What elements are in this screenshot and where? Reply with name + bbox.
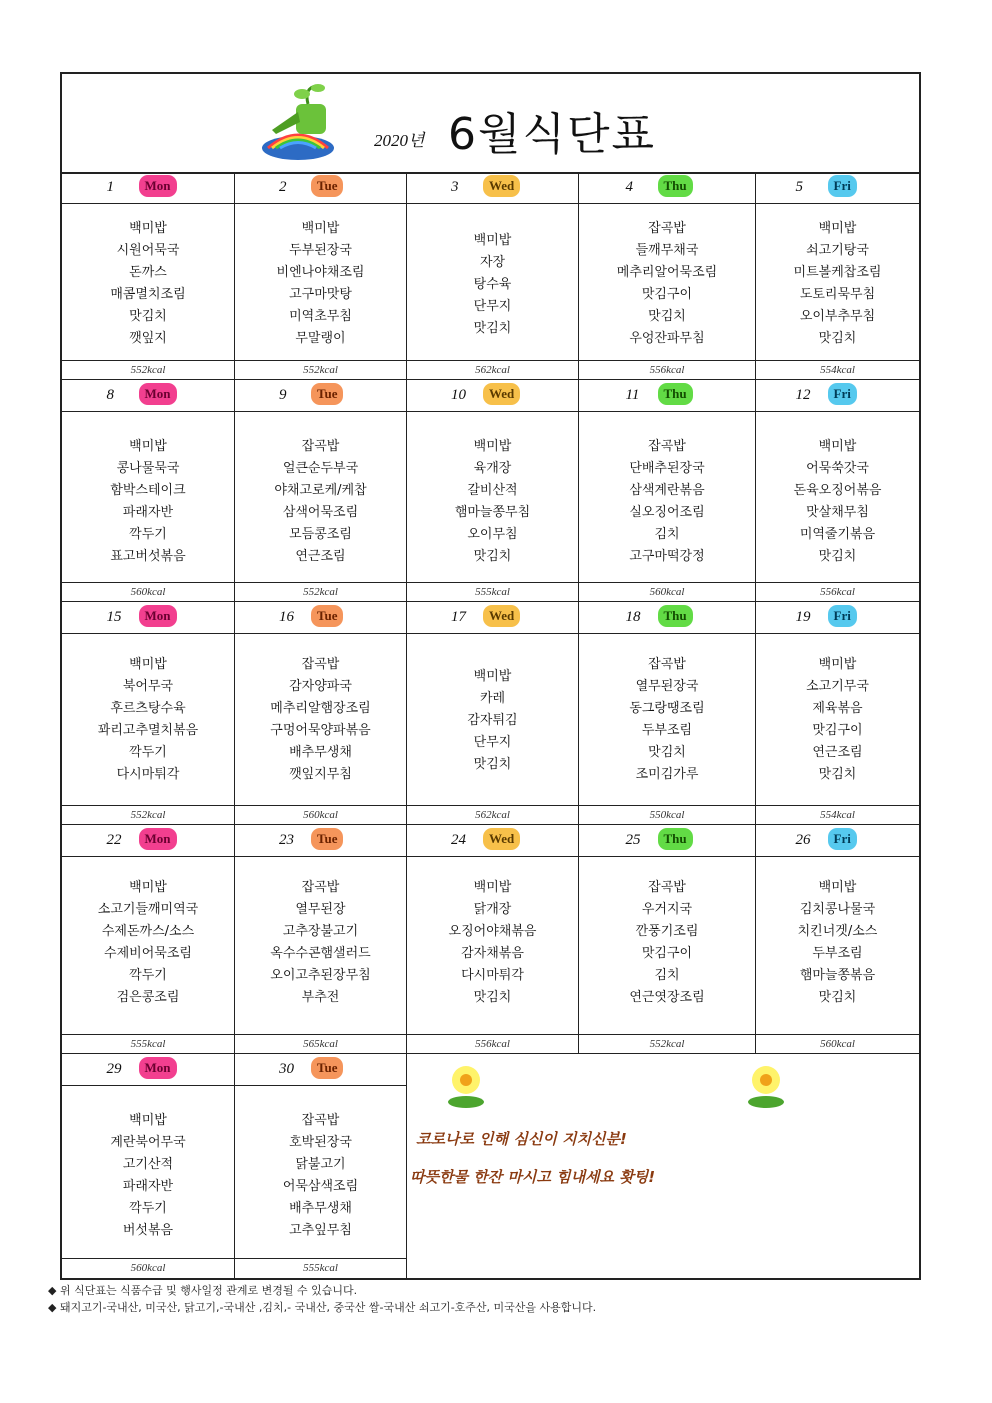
weekday-badge: Thu [658, 605, 693, 627]
menu-item: 호박된장국 [289, 1135, 352, 1150]
day-cell [235, 602, 407, 825]
day-header [407, 172, 578, 204]
menu-item: 잡곡밥 [301, 880, 340, 895]
menu-item: 백미밥 [129, 657, 167, 672]
menu-item: 잡곡밥 [301, 1113, 340, 1128]
menu-item: 두부조림 [641, 723, 693, 738]
weekday-badge: Tue [311, 175, 343, 197]
day-number: 4 [625, 179, 633, 195]
menu-item: 돈육오징어볶음 [793, 483, 882, 498]
menu-item: 고추잎무침 [289, 1223, 352, 1238]
menu-item: 햄마늘쫑무침 [454, 505, 531, 520]
menu-item: 매콤멸치조림 [110, 287, 186, 302]
menu-item: 백미밥 [818, 657, 857, 672]
menu-item: 오이고추된장무침 [270, 968, 371, 983]
weekday-badge: Mon [139, 828, 177, 850]
calorie-label: 555kcal [62, 1034, 234, 1054]
day-number: 22 [106, 832, 122, 848]
menu-list [62, 218, 234, 350]
weekday-badge: Fri [828, 175, 857, 197]
calorie-label: 556kcal [407, 1034, 578, 1054]
weekday-badge: Wed [483, 383, 520, 405]
menu-item: 계란북어무국 [110, 1135, 186, 1150]
day-header [235, 602, 406, 634]
menu-item: 백미밥 [473, 439, 512, 454]
menu-item: 백미밥 [129, 1113, 167, 1128]
menu-item: 잡곡밥 [648, 657, 686, 672]
weekday-badge: Wed [483, 828, 520, 850]
menu-list [62, 654, 234, 786]
weekday-badge: Thu [658, 383, 693, 405]
menu-item: 자장 [479, 255, 506, 270]
menu-item: 김치 [654, 968, 680, 983]
menu-item: 연근조림 [812, 745, 863, 760]
day-cell [579, 380, 756, 602]
weekday-badge: Mon [139, 1057, 177, 1079]
menu-table [60, 72, 921, 1280]
day-header [756, 602, 919, 634]
menu-item: 표고버섯볶음 [110, 549, 186, 564]
day-number: 30 [279, 1061, 294, 1077]
calorie-label: 554kcal [756, 805, 919, 825]
menu-item: 백미밥 [818, 221, 857, 236]
menu-item: 비엔나야채조림 [276, 265, 365, 280]
weekday-badge: Mon [139, 383, 177, 405]
day-cell [62, 1054, 235, 1278]
day-cell [62, 172, 235, 380]
week-row [62, 380, 919, 602]
day-header [756, 825, 919, 857]
day-number: 25 [625, 832, 641, 848]
day-cell [407, 602, 579, 825]
weekday-badge: Tue [311, 828, 343, 850]
menu-item: 수제비어묵조림 [104, 946, 192, 961]
day-cell [235, 1054, 407, 1278]
calorie-label: 560kcal [756, 1034, 919, 1054]
menu-list [756, 218, 919, 350]
menu-item: 쇠고기탕국 [806, 243, 869, 258]
day-header [62, 1054, 234, 1086]
menu-list [62, 436, 234, 568]
calorie-label: 552kcal [62, 360, 234, 380]
menu-item: 김치 [654, 527, 680, 542]
menu-item: 맛살채무침 [806, 505, 869, 520]
menu-item: 다시마튀각 [461, 968, 524, 983]
calorie-label: 560kcal [235, 805, 406, 825]
day-number: 8 [106, 387, 114, 403]
day-cell [62, 602, 235, 825]
day-cell [235, 172, 407, 380]
message-line-2: 따뜻한물 한잔 마시고 힘내세요 홧팅! [410, 1168, 656, 1186]
menu-item: 구멍어묵양파볶음 [270, 723, 371, 738]
menu-item: 맛김치 [648, 309, 686, 324]
menu-list [235, 436, 406, 568]
menu-item: 얼큰순두부국 [282, 461, 359, 476]
menu-item: 김치콩나물국 [799, 902, 876, 917]
menu-list [579, 877, 755, 1009]
menu-item: 수제돈까스/소스 [101, 924, 195, 939]
week-row [62, 825, 919, 1054]
menu-list [235, 654, 406, 786]
menu-list [579, 218, 755, 350]
day-number: 11 [625, 387, 640, 403]
menu-item: 어묵쑥갓국 [806, 461, 869, 476]
day-header [407, 602, 578, 634]
menu-item: 미역줄기볶음 [799, 527, 876, 542]
menu-item: 무말랭이 [295, 331, 346, 346]
day-header [62, 825, 234, 857]
menu-item: 치킨너겟/소스 [797, 924, 878, 939]
menu-item: 실오징어조림 [629, 505, 705, 520]
menu-item: 돈까스 [129, 265, 167, 280]
menu-item: 맛김치 [818, 331, 857, 346]
menu-item: 백미밥 [473, 880, 512, 895]
menu-item: 조미김가루 [635, 767, 699, 782]
day-number: 5 [795, 179, 803, 195]
menu-item: 메추리알어묵조림 [616, 265, 718, 280]
day-cell [756, 172, 919, 380]
day-number: 16 [279, 609, 294, 625]
day-cell [756, 602, 919, 825]
week-row [62, 172, 919, 380]
day-header [235, 1054, 406, 1086]
menu-item: 검은콩조림 [116, 990, 180, 1005]
menu-list [62, 1110, 234, 1242]
menu-item: 백미밥 [129, 880, 167, 895]
menu-item: 잡곡밥 [648, 439, 686, 454]
day-header [407, 825, 578, 857]
day-number: 1 [106, 179, 114, 195]
calorie-label: 554kcal [756, 360, 919, 380]
day-cell [235, 380, 407, 602]
menu-item: 열무된장국 [635, 679, 699, 694]
menu-item: 잡곡밥 [301, 439, 340, 454]
day-header [756, 380, 919, 412]
menu-item: 옥수수콘햄샐러드 [270, 946, 371, 961]
watering-can-icon [258, 82, 338, 164]
menu-list [579, 654, 755, 786]
menu-item: 두부조림 [812, 946, 863, 961]
weekday-badge: Thu [658, 828, 693, 850]
menu-item: 고기산적 [122, 1157, 174, 1172]
calorie-label: 550kcal [579, 805, 755, 825]
day-number: 26 [795, 832, 811, 848]
day-cell [579, 172, 756, 380]
menu-item: 미역초무침 [289, 309, 352, 324]
day-header [579, 602, 755, 634]
menu-item: 감자튀김 [467, 713, 518, 728]
day-number: 17 [451, 609, 466, 625]
day-number: 24 [451, 832, 466, 848]
menu-item: 파래자반 [122, 1179, 174, 1194]
weekday-badge: Thu [658, 175, 693, 197]
weekday-badge: Wed [483, 605, 520, 627]
menu-item: 맛김구이 [812, 723, 863, 738]
menu-list [235, 877, 406, 1009]
menu-item: 미트볼케찹조림 [793, 265, 882, 280]
menu-item: 백미밥 [301, 221, 340, 236]
menu-list [62, 877, 234, 1009]
note-line: ◆ 위 식단표는 식품수급 및 행사일정 관계로 변경될 수 있습니다. [48, 1284, 358, 1297]
day-header [62, 602, 234, 634]
menu-item: 맛김치 [473, 990, 512, 1005]
menu-item: 갈비산적 [467, 483, 518, 498]
page-title: 6월식단표 [448, 109, 657, 160]
day-number: 29 [106, 1061, 122, 1077]
menu-item: 닭불고기 [295, 1157, 346, 1172]
calorie-label: 562kcal [407, 805, 578, 825]
menu-item: 닭개장 [473, 902, 512, 917]
menu-item: 제육볶음 [812, 701, 863, 716]
menu-list [407, 436, 578, 568]
menu-item: 잡곡밥 [301, 657, 340, 672]
menu-item: 삼색어묵조림 [282, 505, 359, 520]
menu-list [756, 436, 919, 568]
menu-list [407, 666, 578, 776]
weekday-badge: Wed [483, 175, 520, 197]
menu-item: 맛김치 [818, 549, 857, 564]
menu-item: 소고기들깨미역국 [97, 902, 199, 917]
menu-item: 맛김치 [648, 745, 686, 760]
menu-item: 맛김구이 [641, 287, 693, 302]
day-header [579, 172, 755, 204]
calorie-label: 562kcal [407, 360, 578, 380]
menu-item: 배추무생채 [289, 745, 352, 760]
day-cell [62, 380, 235, 602]
weekday-badge: Tue [311, 1057, 343, 1079]
weekday-badge: Fri [828, 828, 857, 850]
menu-item: 열무된장 [295, 902, 346, 917]
menu-item: 깐풍기조림 [635, 924, 699, 939]
menu-item: 우엉잔파무침 [629, 331, 705, 346]
menu-list [235, 218, 406, 350]
day-header [579, 825, 755, 857]
calorie-label: 552kcal [235, 582, 406, 602]
day-cell [579, 825, 756, 1054]
menu-item: 깍두기 [129, 527, 167, 542]
weekday-badge: Fri [828, 605, 857, 627]
menu-item: 함박스테이크 [110, 483, 186, 498]
calorie-label: 552kcal [62, 805, 234, 825]
menu-list [407, 877, 578, 1009]
day-header [62, 380, 234, 412]
flower-icon [744, 1062, 788, 1110]
menu-item: 맛김치 [473, 757, 512, 772]
menu-item: 감자양파국 [289, 679, 352, 694]
day-header [235, 825, 406, 857]
day-header [235, 172, 406, 204]
menu-item: 고구마맛탕 [289, 287, 352, 302]
calorie-label: 552kcal [579, 1034, 755, 1054]
message-box [408, 1054, 919, 1278]
calorie-label: 552kcal [235, 360, 406, 380]
menu-item: 단무지 [473, 735, 512, 750]
menu-item: 모듬콩조림 [289, 527, 352, 542]
menu-item: 깍두기 [129, 1201, 167, 1216]
menu-item: 햄마늘쫑볶음 [799, 968, 876, 983]
menu-item: 단배추된장국 [629, 461, 705, 476]
day-cell [407, 825, 579, 1054]
menu-item: 백미밥 [473, 233, 512, 248]
notes [48, 1282, 596, 1316]
menu-item: 깍두기 [129, 968, 167, 983]
menu-item: 연근조림 [295, 549, 346, 564]
day-cell [579, 602, 756, 825]
menu-item: 북어무국 [122, 679, 174, 694]
calorie-label: 556kcal [756, 582, 919, 602]
menu-item: 다시마튀각 [116, 767, 180, 782]
menu-item: 깍두기 [129, 745, 167, 760]
menu-item: 고구마떡강정 [629, 549, 705, 564]
title-year: 2020년 [374, 131, 425, 150]
menu-item: 육개장 [473, 461, 512, 476]
menu-list [756, 654, 919, 786]
menu-item: 감자채볶음 [461, 946, 524, 961]
day-number: 9 [279, 387, 287, 403]
calorie-label: 555kcal [235, 1258, 406, 1278]
menu-item: 오징어야채볶음 [448, 924, 537, 939]
day-cell [62, 825, 235, 1054]
day-number: 10 [451, 387, 466, 403]
day-cell [756, 380, 919, 602]
menu-list [407, 230, 578, 340]
calorie-label: 556kcal [579, 360, 755, 380]
day-number: 2 [279, 179, 287, 195]
day-cell [407, 172, 579, 380]
week-row [62, 602, 919, 825]
menu-item: 깻잎지 [129, 331, 167, 346]
menu-item: 우거지국 [641, 902, 693, 917]
weekday-badge: Tue [311, 383, 343, 405]
menu-item: 백미밥 [818, 880, 857, 895]
menu-item: 백미밥 [473, 669, 512, 684]
day-number: 19 [795, 609, 811, 625]
menu-item: 고추장불고기 [282, 924, 359, 939]
day-header [756, 172, 919, 204]
message-line-1: 코로나로 인해 심신이 지치신분! [416, 1130, 627, 1148]
menu-item: 깻잎지무침 [289, 767, 352, 782]
menu-item: 단무지 [473, 299, 512, 314]
menu-list [579, 436, 755, 568]
menu-list [235, 1110, 406, 1242]
menu-list [756, 877, 919, 1009]
menu-item: 들깨무채국 [635, 243, 699, 258]
day-cell [235, 825, 407, 1054]
day-header [62, 172, 234, 204]
weekday-badge: Tue [311, 605, 343, 627]
menu-item: 후르츠탕수육 [110, 701, 186, 716]
menu-item: 오이부추무침 [799, 309, 876, 324]
menu-item: 맛김치 [473, 321, 512, 336]
day-number: 15 [106, 609, 122, 625]
day-cell [407, 380, 579, 602]
menu-item: 백미밥 [129, 439, 167, 454]
title-row [62, 74, 919, 174]
day-number: 23 [279, 832, 294, 848]
calorie-label: 565kcal [235, 1034, 406, 1054]
menu-item: 부추전 [301, 990, 340, 1005]
menu-item: 맛김치 [818, 990, 857, 1005]
menu-item: 콩나물묵국 [116, 461, 180, 476]
menu-item: 두부된장국 [289, 243, 352, 258]
calorie-label: 560kcal [579, 582, 755, 602]
calorie-label: 560kcal [62, 1258, 234, 1278]
note-line: ◆ 돼지고기-국내산, 미국산, 닭고기,-국내산 ,김치,- 국내산, 중국산 쌀-국내산 쇠고기-호주산, 미국산을 사용합니다. [48, 1301, 597, 1314]
menu-item: 탕수육 [473, 277, 512, 292]
weekday-badge: Fri [828, 383, 857, 405]
menu-item: 메추리알햄장조림 [270, 701, 371, 716]
calorie-label: 560kcal [62, 582, 234, 602]
weekday-badge: Mon [139, 605, 177, 627]
day-number: 12 [795, 387, 811, 403]
menu-item: 시원어묵국 [116, 243, 180, 258]
flower-icon [444, 1062, 488, 1110]
menu-item: 꽈리고추멸치볶음 [97, 723, 199, 738]
menu-item: 맛김치 [818, 767, 857, 782]
day-header [579, 380, 755, 412]
menu-item: 오이무침 [467, 527, 518, 542]
menu-item: 카레 [479, 691, 506, 706]
menu-item: 배추무생채 [289, 1201, 352, 1216]
menu-item: 백미밥 [818, 439, 857, 454]
menu-item: 어묵삼색조림 [282, 1179, 359, 1194]
day-header [235, 380, 406, 412]
weekday-badge: Mon [139, 175, 177, 197]
day-number: 3 [451, 179, 459, 195]
menu-item: 맛김구이 [641, 946, 693, 961]
menu-item: 야채고로케/케찹 [274, 483, 367, 498]
menu-item: 삼색계란볶음 [629, 483, 705, 498]
menu-item: 소고기무국 [806, 679, 869, 694]
menu-item: 잡곡밥 [648, 880, 686, 895]
menu-item: 백미밥 [129, 221, 167, 236]
calorie-label: 555kcal [407, 582, 578, 602]
menu-item: 맛김치 [129, 309, 167, 324]
day-header [407, 380, 578, 412]
menu-item: 잡곡밥 [648, 221, 686, 236]
menu-item: 맛김치 [473, 549, 512, 564]
menu-item: 연근엿장조림 [629, 990, 705, 1005]
menu-item: 도토리묵무침 [799, 287, 876, 302]
menu-item: 버섯볶음 [122, 1223, 174, 1238]
day-cell [756, 825, 919, 1054]
day-number: 18 [625, 609, 641, 625]
menu-item: 파래자반 [122, 505, 174, 520]
menu-item: 동그랑땡조림 [629, 701, 705, 716]
